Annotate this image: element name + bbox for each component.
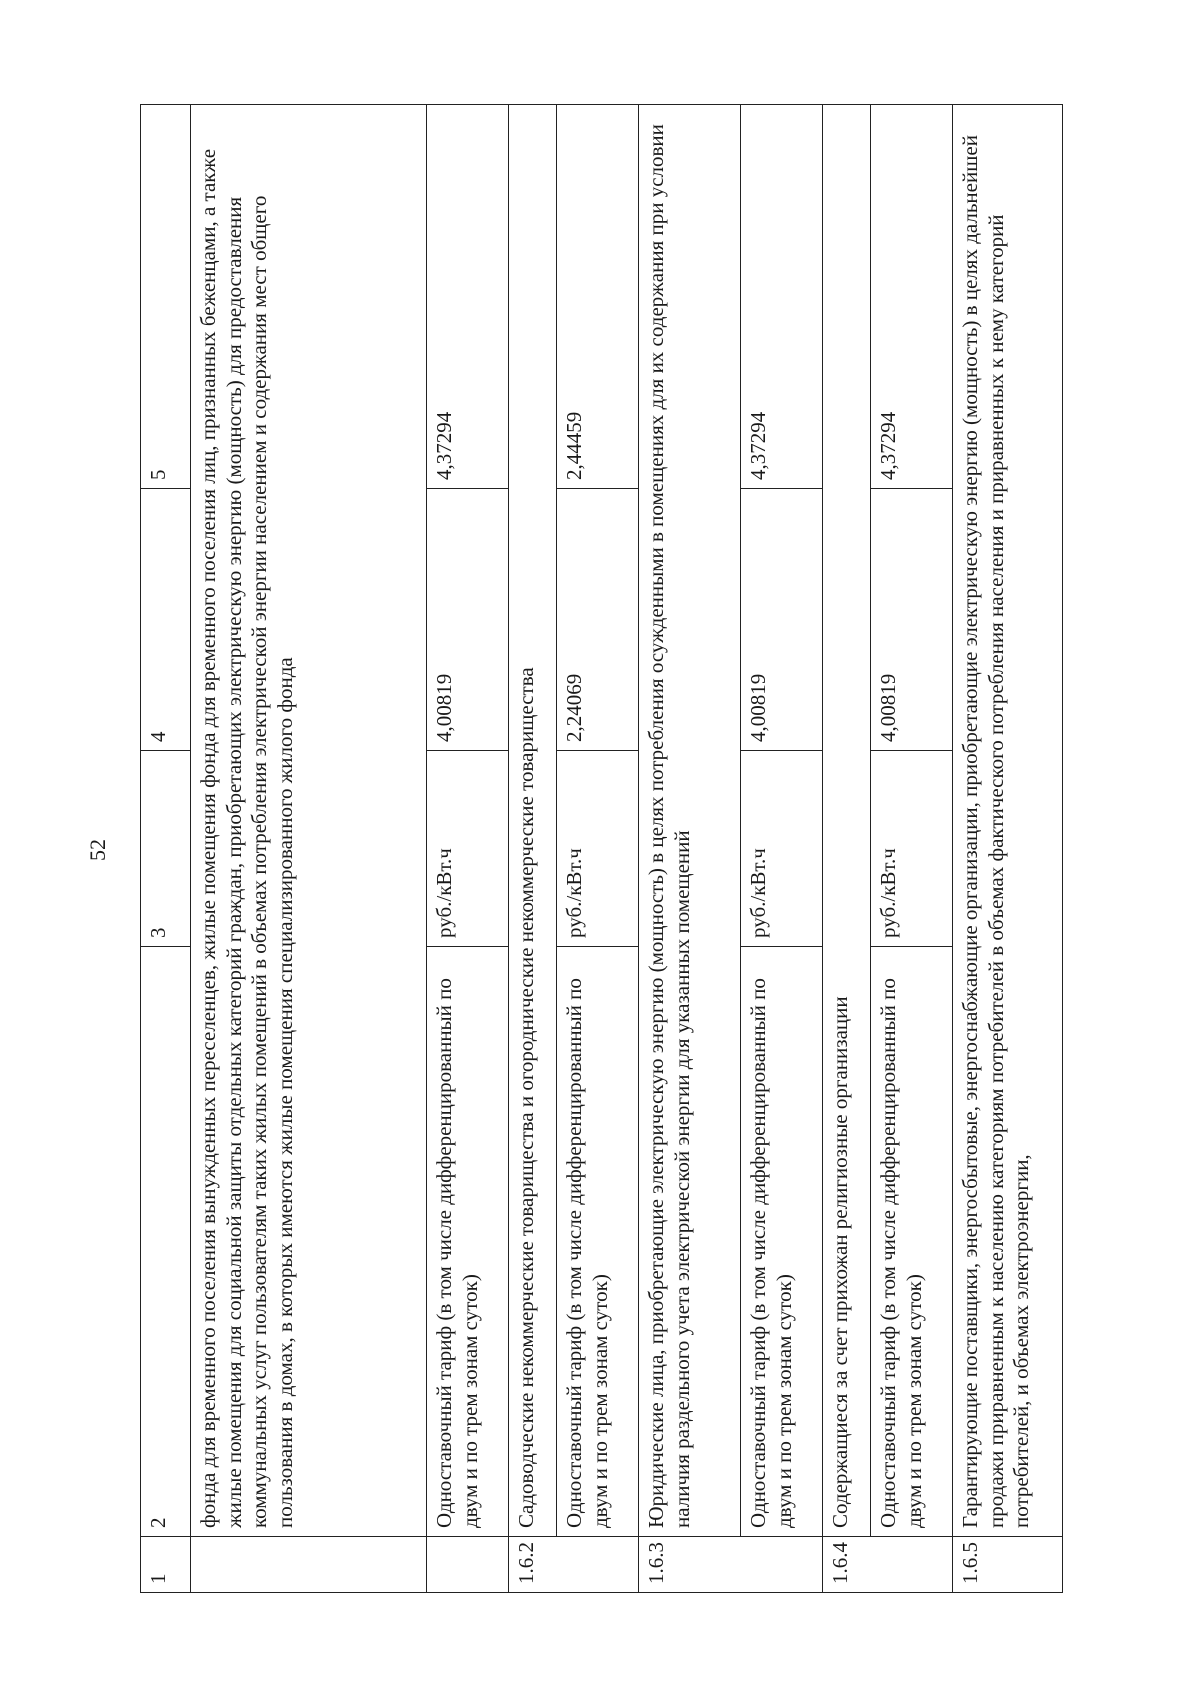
row-value-col5: 4,37294 (427, 105, 509, 489)
row-value-col4: 4,00819 (427, 489, 509, 751)
section-title: Содержащиеся за счет прихожан религиозные организации (823, 105, 871, 1537)
section-number: 1.6.5 (953, 1537, 1063, 1593)
page-number: 52 (85, 839, 110, 861)
row-value-col4: 4,00819 (741, 489, 823, 751)
section-row (509, 105, 557, 1593)
table-row (871, 105, 953, 1593)
row-value-col5: 4,37294 (741, 105, 823, 489)
section-row (953, 105, 1063, 1593)
section-title: Юридические лица, приобретающие электрическую энергию (мощность) в целях потребления осужденными в помещениях для их содержания при условии наличия раздельного учета электрической энергии для указанных помещений (639, 105, 741, 1537)
section-title: Садоводческие некоммерческие товарищества и огороднические некоммерческие товарищества (509, 105, 557, 1537)
row-value-col4: 4,00819 (871, 489, 953, 751)
intro-row (191, 105, 427, 1593)
row-description: Одноставочный тариф (в том числе дифференцированный по двум и по трем зонам суток) (741, 947, 823, 1537)
row-description: Одноставочный тариф (в том числе дифференцированный по двум и по трем зонам суток) (871, 947, 953, 1537)
row-description: Одноставочный тариф (в том числе дифференцированный по двум и по трем зонам суток) (557, 947, 639, 1537)
table-row (427, 105, 509, 1593)
row-value-col5: 4,37294 (871, 105, 953, 489)
row-unit: руб./кВт.ч (741, 751, 823, 947)
tariff-table (140, 104, 1063, 1593)
section-row (823, 105, 871, 1593)
row-description: Одноставочный тариф (в том числе дифференцированный по двум и по трем зонам суток) (427, 947, 509, 1537)
header-col-4: 4 (141, 489, 191, 751)
header-col-2: 2 (141, 947, 191, 1537)
row-unit: руб./кВт.ч (557, 751, 639, 947)
table-row (741, 105, 823, 1593)
intro-text: фонда для временного поселения вынужденных переселенцев, жилые помещения фонда для временного поселения лиц, признанных беженцами, а также жилые помещения для социальной защиты отдельных категорий граждан, приобретающих электрическую энергию (мощность) для предоставления коммунальных услуг пользователям таких жилых помещений в объемах потребления электрической энергии населением и содержания мест общего пользования в домах, в которых имеются жилые помещения специализированного жилого фонда (191, 105, 427, 1537)
section-number: 1.6.2 (509, 1537, 639, 1593)
intro-number-cell (191, 1537, 427, 1593)
header-col-3: 3 (141, 751, 191, 947)
header-col-5: 5 (141, 105, 191, 489)
row-unit: руб./кВт.ч (871, 751, 953, 947)
section-number: 1.6.3 (639, 1537, 823, 1593)
row-unit: руб./кВт.ч (427, 751, 509, 947)
header-row (141, 105, 191, 1593)
section-row (639, 105, 741, 1593)
section-number: 1.6.4 (823, 1537, 953, 1593)
row-value-col5: 2,44459 (557, 105, 639, 489)
row-number-cell (427, 1537, 509, 1593)
header-col-1: 1 (141, 1537, 191, 1593)
rotated-page-content (140, 105, 1034, 1593)
table-row (557, 105, 639, 1593)
section-title: Гарантирующие поставщики, энергосбытовые, энергоснабжающие организации, приобретающие электрическую энергию (мощность) в целях дальнейшей продажи приравненным к населению категориям потребителей в объемах фактического потребления населения и приравненных к нему категорий потребителей, и объемах электроэнергии, (953, 105, 1063, 1537)
row-value-col4: 2,24069 (557, 489, 639, 751)
